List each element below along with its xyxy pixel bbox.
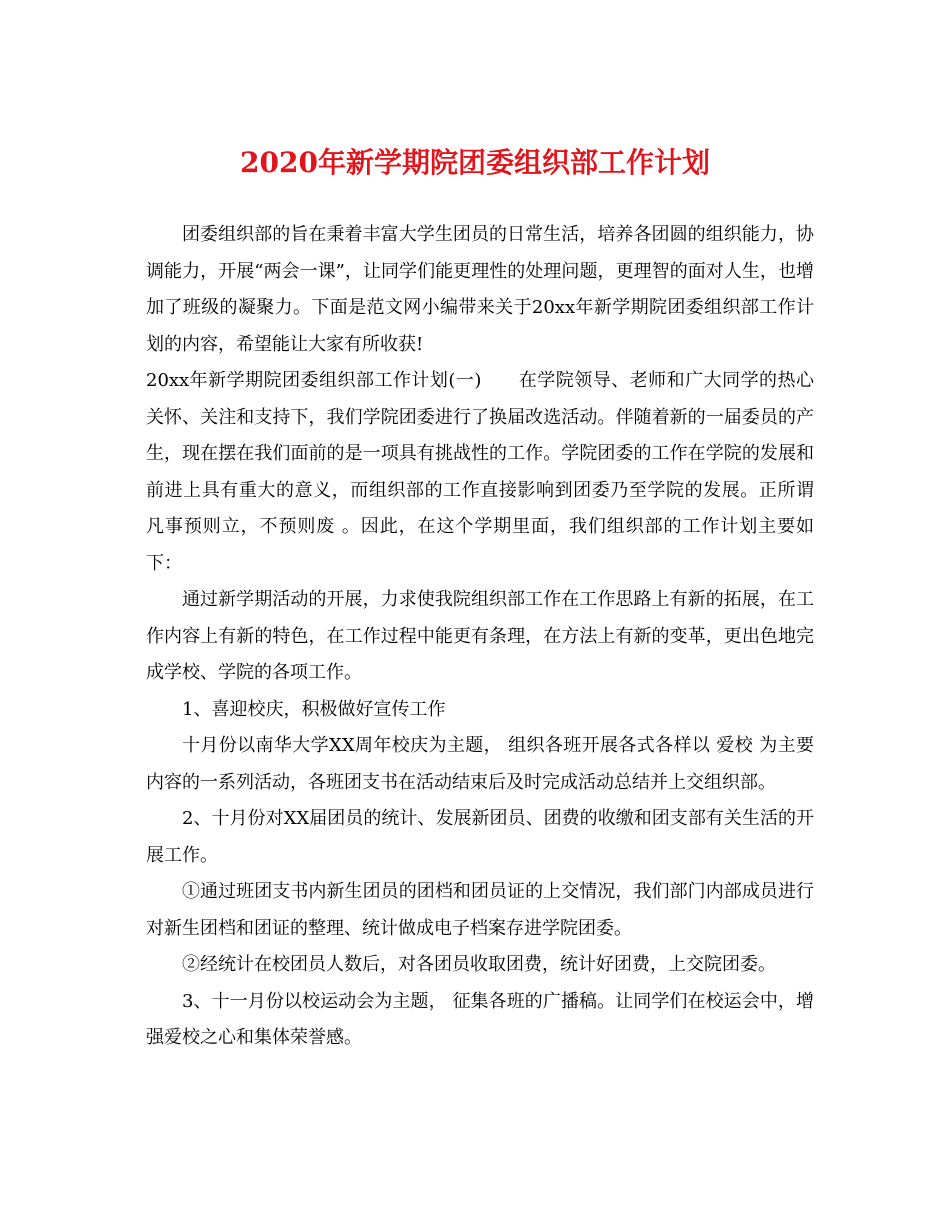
paragraph-item-1-heading: 1、喜迎校庆，积极做好宣传工作 (182, 698, 446, 720)
paragraph-item-2-sub-1: ①通过班团支书内新生团员的团档和团员证的上交情况，我们部门内部成员进行对新生团档和团证的整理、统计做成电子档案存进学院团委。 (146, 881, 814, 939)
document-body (146, 217, 814, 1057)
paragraph-item-2: 2、十月份对XX届团员的统计、发展新团员、团费的收缴和团支部有关生活的开展工作。 (146, 808, 814, 866)
paragraph-item-1-body: 十月份以南华大学XX周年校庆为主题， 组织各班开展各式各样以 爱校 为主要内容的一系列活动，各班团支书在活动结束后及时完成活动总结并上交组织部。 (146, 735, 814, 793)
paragraph-item-2-sub-2: ②经统计在校团员人数后，对各团员收取团费，统计好团费，上交院团委。 (182, 954, 776, 975)
paragraph-intro: 团委组织部的旨在秉着丰富大学生团员的日常生活，培养各团圆的组织能力，协调能力，开展“两会一课”，让同学们能更理性的处理问题，更理智的面对人生，也增加了班级的凝聚力。下面是范文网小编带来关于20xx年新学期院团委组织部工作计划的内容，希望能让大家有所收获! (146, 224, 814, 355)
paragraph-goals: 通过新学期活动的开展，力求使我院组织部工作在工作思路上有新的拓展，在工作内容上有新的特色，在工作过程中能更有条理，在方法上有新的变革，更出色地完成学校、学院的各项工作。 (146, 589, 814, 683)
document-title: 2020年新学期院团委组织部工作计划 (240, 146, 710, 179)
paragraph-plan-one: 20xx年新学期院团委组织部工作计划(一) 在学院领导、老师和广大同学的热心关怀、关注和支持下，我们学院团委进行了换届改选活动。伴随着新的一届委员的产生，现在摆在我们面前的是一项具有挑战性的工作。学院团委的工作在学院的发展和前进上具有重大的意义，而组织部的工作直接影响到团委乃至学院的发展。正所谓 凡事预则立，不预则废 。因此，在这个学期里面，我们组织部的工作计划主要如下： (146, 370, 814, 574)
paragraph-item-3: 3、十一月份以校运动会为主题， 征集各班的广播稿。让同学们在校运会中，增强爱校之心和集体荣誉感。 (146, 990, 814, 1048)
